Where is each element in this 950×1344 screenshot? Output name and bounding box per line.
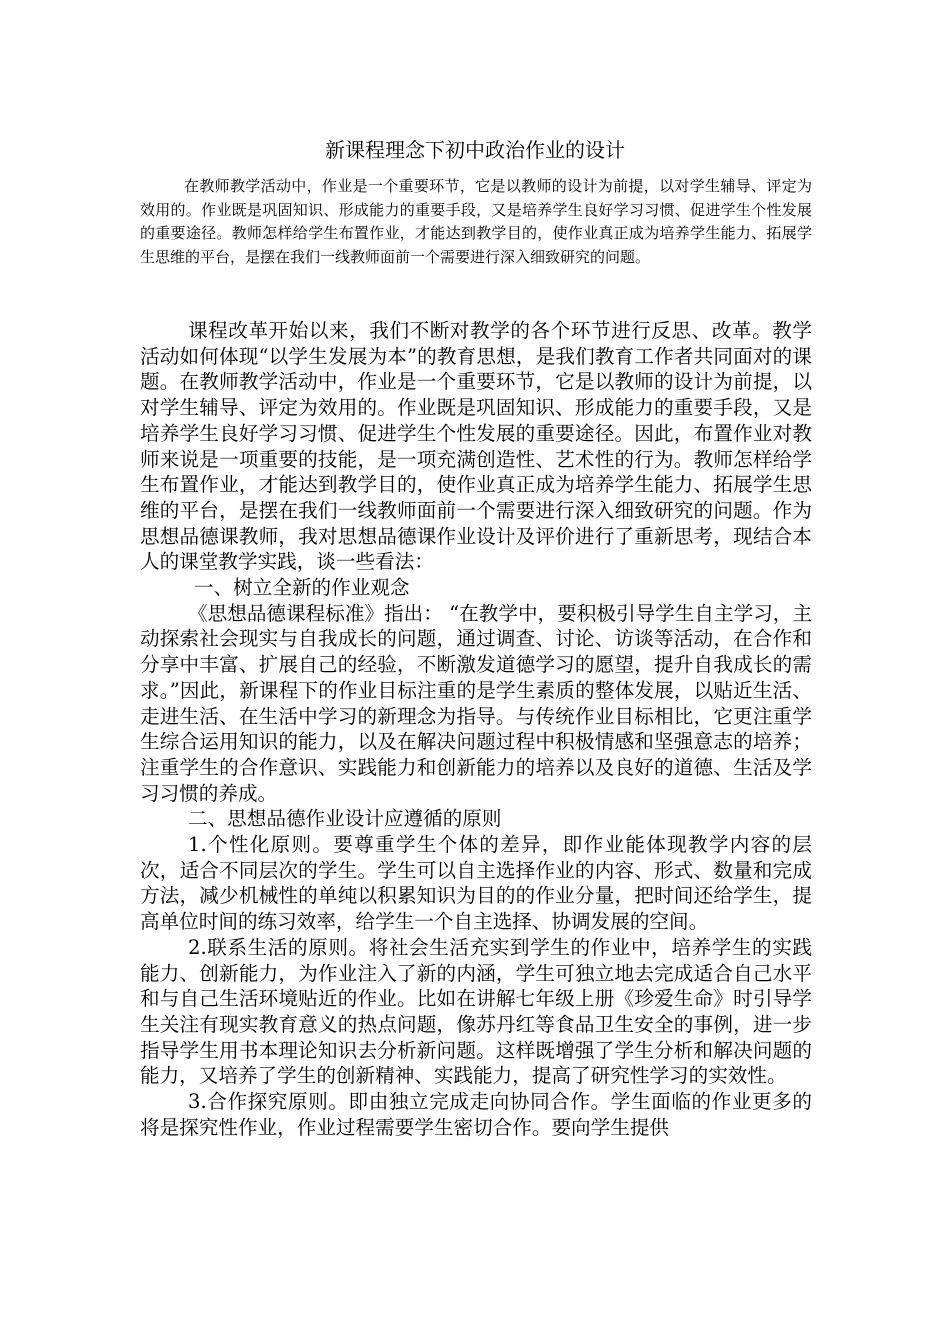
principle-paragraph-3: 3.合作探究原则。即由独立完成走向协同合作。学生面临的作业更多的将是探究性作业，作业过程需要学生密切合作。要向学生提供 xyxy=(140,1090,812,1139)
principle-paragraph-1: 1.个性化原则。要尊重学生个体的差异，即作业能体现教学内容的层次，适合不同层次的学生。学生可以自主选择作业的内容、形式、数量和完成方法，减少机械性的单纯以积累知识为目的的作业分量，把时间还给学生，提高单位时间的练习效率，给学生一个自主选择、协调发展的空间。 xyxy=(140,833,812,934)
section-heading-2: 二、思想品德作业设计应遵循的原则 xyxy=(188,807,502,831)
document-title: 新课程理念下初中政治作业的设计 xyxy=(325,138,625,162)
section-heading-1: 一、树立全新的作业观念 xyxy=(194,576,410,600)
document-body xyxy=(140,318,812,1141)
body-paragraph-standard: 《思想品德课程标准》指出： “在教学中，要积极引导学生自主学习，主动探索社会现实与自我成长的问题，通过调查、讨论、访谈等活动，在合作和分享中丰富、扩展自己的经验，不断激发道德学习的愿望，提升自我成长的需求。”因此，新课程下的作业目标注重的是学生素质的整体发展，以贴近生活、走进生活、在生活中学习的新理念为指导。与传统作业目标相比，它更注重学生综合运用知识的能力，以及在解决问题过程中积极情感和坚强意志的培养；注重学生的合作意识、实践能力和创新能力的培养以及良好的道德、生活及学习习惯的养成。 xyxy=(140,601,812,805)
body-paragraph-intro: 课程改革开始以来，我们不断对教学的各个环节进行反思、改革。教学活动如何体现“以学生发展为本”的教育思想，是我们教育工作者共同面对的课题。在教师教学活动中，作业是一个重要环节，它是以教师的设计为前提，以对学生辅导、评定为效用的。作业既是巩固知识、形成能力的重要手段，又是培养学生良好学习习惯、促进学生个性发展的重要途径。因此，布置作业对教师来说是一项重要的技能，是一项充满创造性、艺术性的行为。教师怎样给学生布置作业，才能达到教学目的，使作业真正成为培养学生能力、拓展学生思维的平台，是摆在我们一线教师面前一个需要进行深入细致研究的问题。作为思想品德课教师，我对思想品德课作业设计及评价进行了重新思考，现结合本人的课堂教学实践，谈一些看法： xyxy=(140,319,812,574)
principle-paragraph-2: 2.联系生活的原则。将社会生活充实到学生的作业中，培养学生的实践能力、创新能力，为作业注入了新的内涵，学生可独立地去完成适合自己水平和与自己生活环境贴近的作业。比如在讲解七年级上册《珍爱生命》时引导学生关注有现实教育意义的热点问题，像苏丹红等食品卫生安全的事例，进一步指导学生用书本理论知识去分析新问题。这样既增强了学生分析和解决问题的能力，又培养了学生的创新精神、实践能力，提高了研究性学习的实效性。 xyxy=(140,935,812,1088)
abstract-paragraph: 在教师教学活动中，作业是一个重要环节，它是以教师的设计为前提，以对学生辅导、评定为效用的。作业既是巩固知识、形成能力的重要手段，又是培养学生良好学习习惯、促进学生个性发展的重要途径。教师怎样给学生布置作业，才能达到教学目的，使作业真正成为培养学生能力、拓展学生思维的平台，是摆在我们一线教师面前一个需要进行深入细致研究的问题。 xyxy=(140,177,812,266)
